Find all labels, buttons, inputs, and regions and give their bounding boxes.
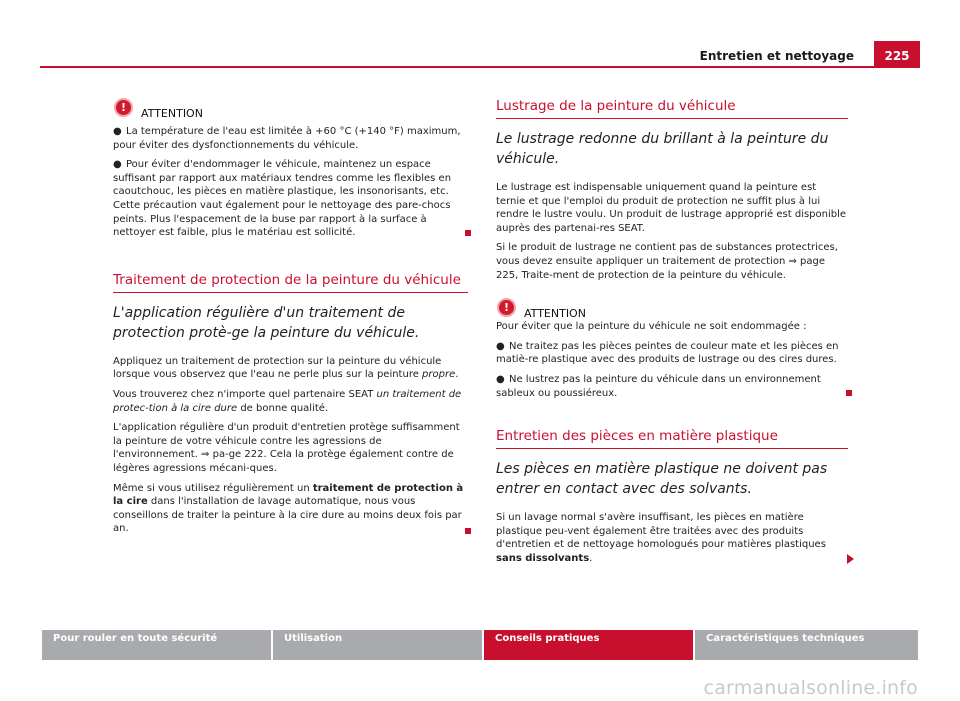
attention-label: ATTENTION: [141, 107, 203, 120]
footer-tab-conseils[interactable]: Conseils pratiques: [484, 630, 693, 660]
footer-tab-caracteristiques[interactable]: Caractéristiques techniques: [695, 630, 918, 660]
attention-heading: [496, 298, 848, 321]
attention-item: ● Ne lustrez pas la peinture du véhicule dans un environnement sableux ou poussiéreux.: [496, 373, 848, 400]
footer-tab-utilisation[interactable]: Utilisation: [273, 630, 482, 660]
section-end-square-icon: [465, 528, 471, 534]
continue-arrow-icon: [847, 554, 854, 564]
attention-item: ● Ne traitez pas les pièces peintes de couleur mate et les pièces en matiè-re plastique avec des produits de lustrage ou des cires dures.: [496, 340, 839, 366]
attention-icon: !: [114, 98, 133, 117]
watermark: carmanualsonline.info: [703, 677, 918, 699]
footer-tab-securite[interactable]: Pour rouler en toute sécurité: [42, 630, 271, 660]
attention-item: ● La température de l'eau est limitée à +60 °C (+140 °F) maximum, pour éviter des dysfonctionnements du véhicule.: [113, 126, 461, 151]
attention-intro: Pour éviter que la peinture du véhicule ne soit endommagée :: [496, 321, 807, 333]
paragraph: L'application régulière d'un produit d'entretien protège suffisamment la peinture de votre véhicule contre les agressions de l'environnement. ⇒ pa-ge 222. Cela la protège également contre de légères agressions mécani-ques.: [113, 422, 460, 474]
section-title-plastique: Entretien des pièces en matière plastique: [496, 428, 848, 449]
paragraph: Appliquez un traitement de protection sur la peinture du véhicule lorsque vous observez que l'eau ne perle plus sur la peinture propre.: [113, 355, 459, 381]
right-column: [496, 98, 848, 566]
section-subtitle-protection: L'application régulière d'un traitement de protection protè-ge la peinture du véhicule.: [113, 304, 420, 341]
paragraph: Si le produit de lustrage ne contient pas de substances protectrices, vous devez ensuite appliquer un traitement de protection ⇒ page 225, Traite-ment de protection de la peinture du véhicule.: [496, 242, 838, 281]
section-subtitle-lustrage: Le lustrage redonne du brillant à la peinture du véhicule.: [496, 131, 829, 167]
section-subtitle-plastique: Les pièces en matière plastique ne doivent pas entrer en contact avec des solvants.: [496, 461, 828, 498]
paragraph: Le lustrage est indispensable uniquement quand la peinture est ternie et que l'emploi du produit de protection ne suffit plus à lui rendre le lustre voulu. Un produit de lustrage approprié est disponible auprès des partenai-res SEAT.: [496, 182, 847, 234]
attention-label: ATTENTION: [524, 307, 586, 321]
paragraph: Vous trouverez chez n'importe quel partenaire SEAT un traitement de protec-tion à la cire dure de bonne qualité.: [113, 388, 462, 414]
running-header-title: Entretien et nettoyage: [699, 49, 854, 63]
paragraph: Même si vous utilisez régulièrement un traitement de protection à la cire dans l'installation de lavage automatique, nous vous conseillons de traiter la peinture à la cire dure au moins deux fois par an.: [113, 482, 468, 536]
section-title-lustrage: Lustrage de la peinture du véhicule: [496, 98, 848, 119]
attention-box: [113, 125, 468, 240]
page-number: 225: [874, 41, 920, 68]
paragraph: Si un lavage normal s'avère insuffisant, les pièces en matière plastique peu-vent également être traitées avec des produits d'entretien et de nettoyage homologués pour matières plastiques sans dissolvants.: [496, 511, 848, 565]
attention-item: ● Pour éviter d'endommager le véhicule, maintenez un espace suffisant par rapport aux matériaux tendres comme les flexibles en caoutchouc, les pièces en matière plastique, les insonorisants, etc. Cette précaution vaut également pour le nettoyage des pare-chocs peints. Plus l'espacement de la buse par rapport à la surface à nettoyer est faible, plus le matériau est sollicité.: [113, 158, 468, 240]
header-rule: [40, 66, 920, 68]
left-column: [113, 98, 468, 536]
section-end-square-icon: [846, 390, 852, 396]
attention-icon: !: [497, 298, 516, 317]
section-end-square-icon: [465, 230, 471, 236]
attention-heading: [113, 98, 468, 118]
section-title-protection: Traitement de protection de la peinture du véhicule: [113, 272, 468, 293]
